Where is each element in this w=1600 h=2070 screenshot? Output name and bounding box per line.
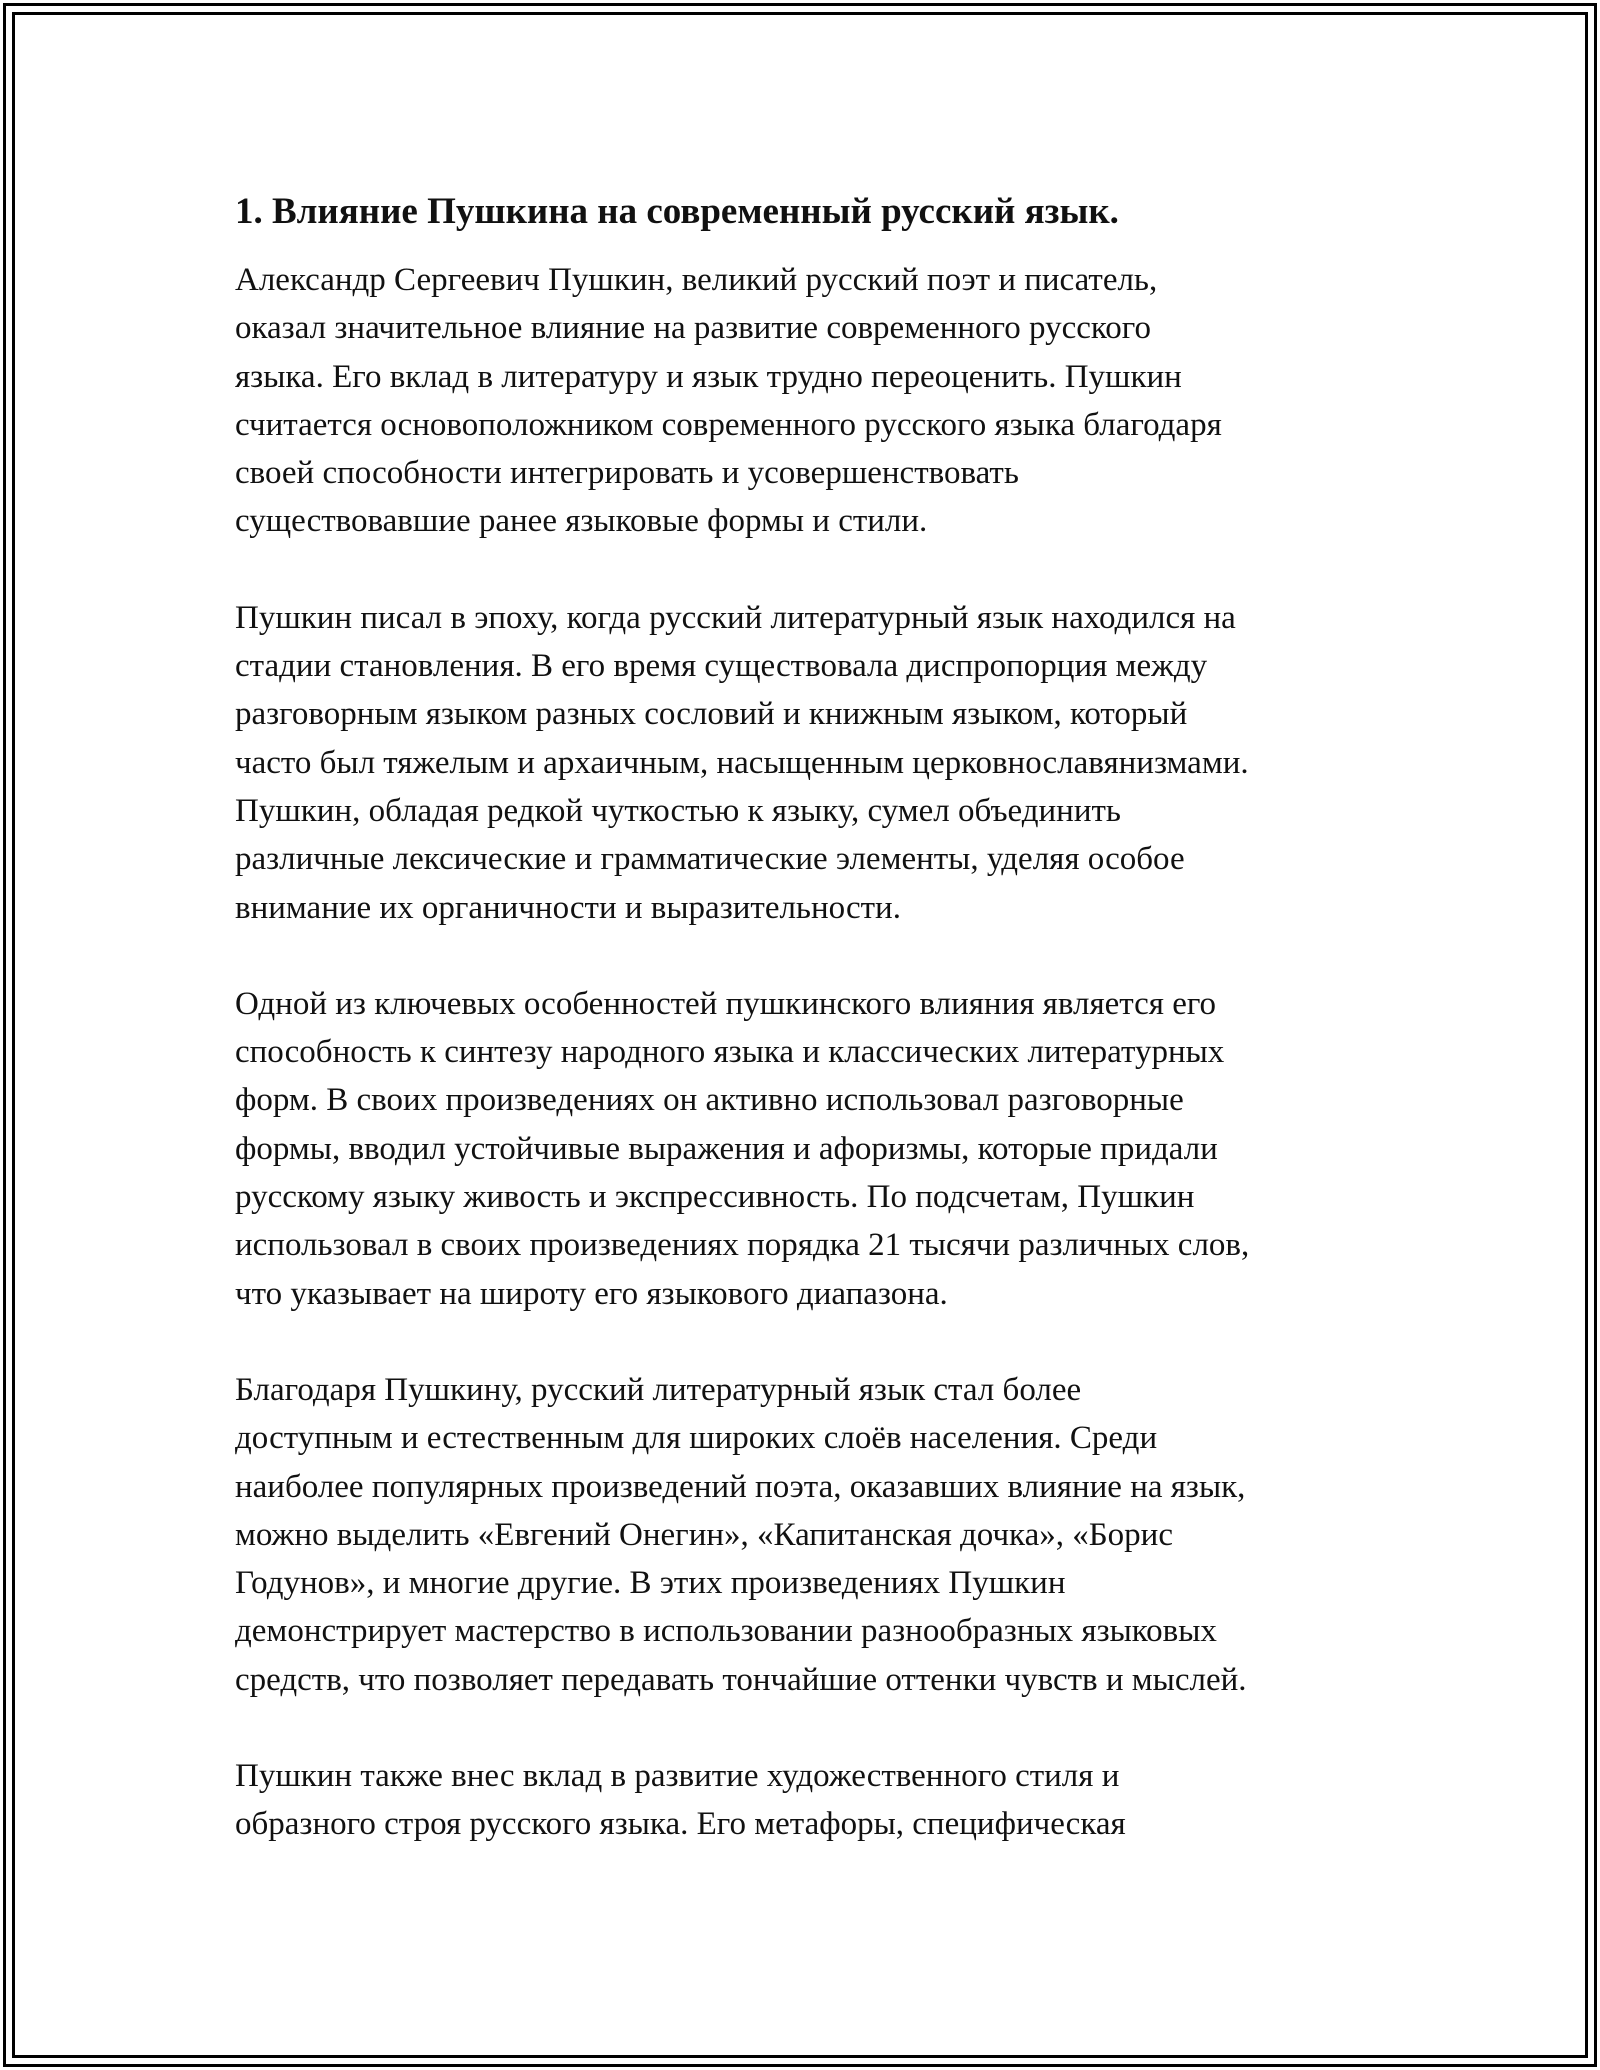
text-line: внимание их органичности и выразительности. bbox=[235, 889, 901, 926]
text-line: демонстрирует мастерство в использовании разнообразных языковых bbox=[235, 1613, 1217, 1650]
text-line: языка. Его вклад в литературу и язык трудно переоценить. Пушкин bbox=[235, 358, 1182, 395]
document-body bbox=[235, 188, 1395, 1897]
text-line: использовал в своих произведениях порядка 21 тысячи различных слов, bbox=[235, 1227, 1250, 1264]
text-line: можно выделить «Евгений Онегин», «Капитанская дочка», «Борис bbox=[235, 1516, 1173, 1553]
text-line: Пушкин писал в эпоху, когда русский литературный язык находился на bbox=[235, 599, 1236, 636]
text-line: часто был тяжелым и архаичным, насыщенным церковнославянизмами. bbox=[235, 744, 1249, 781]
text-line: образного строя русского языка. Его метафоры, специфическая bbox=[235, 1806, 1126, 1843]
text-line: своей способности интегрировать и усовершенствовать bbox=[235, 455, 1019, 492]
text-line: способность к синтезу народного языка и классических литературных bbox=[235, 1034, 1225, 1071]
text-line: Пушкин, обладая редкой чуткостью к языку, сумел объединить bbox=[235, 792, 1121, 829]
text-line: средств, что позволяет передавать тончайшие оттенки чувств и мыслей. bbox=[235, 1661, 1247, 1698]
text-line: русскому языку живость и экспрессивность. По подсчетам, Пушкин bbox=[235, 1179, 1195, 1216]
text-line: стадии становления. В его время существовала диспропорция между bbox=[235, 648, 1208, 685]
text-line: доступным и естественным для широких слоёв населения. Среди bbox=[235, 1420, 1158, 1457]
text-line: считается основоположником современного русского языка благодаря bbox=[235, 406, 1222, 443]
paragraph-5 bbox=[235, 1752, 1395, 1849]
section-heading: 1. Влияние Пушкина на современный русский язык. bbox=[235, 191, 1119, 232]
text-line: существовавшие ранее языковые формы и стили. bbox=[235, 503, 928, 540]
text-line: оказал значительное влияние на развитие современного русского bbox=[235, 310, 1151, 347]
text-line: формы, вводил устойчивые выражения и афоризмы, которые придали bbox=[235, 1130, 1218, 1167]
text-line: что указывает на широту его языкового диапазона. bbox=[235, 1275, 948, 1312]
text-line: форм. В своих произведениях он активно использовал разговорные bbox=[235, 1082, 1184, 1119]
paragraph-2 bbox=[235, 594, 1395, 932]
text-line: наиболее популярных произведений поэта, оказавших влияние на язык, bbox=[235, 1468, 1246, 1505]
paragraph-4 bbox=[235, 1366, 1395, 1704]
text-line: Александр Сергеевич Пушкин, великий русский поэт и писатель, bbox=[235, 262, 1158, 298]
text-line: Годунов», и многие другие. В этих произведениях Пушкин bbox=[235, 1565, 1066, 1602]
paragraph-1 bbox=[235, 256, 1395, 546]
text-line: различные лексические и грамматические элементы, уделяя особое bbox=[235, 841, 1185, 878]
text-line: Пушкин также внес вклад в развитие художественного стиля и bbox=[235, 1758, 1120, 1795]
paragraph-3 bbox=[235, 980, 1395, 1318]
text-line: Одной из ключевых особенностей пушкинского влияния является его bbox=[235, 985, 1217, 1022]
text-line: Благодаря Пушкину, русский литературный язык стал более bbox=[235, 1371, 1082, 1408]
text-line: разговорным языком разных сословий и книжным языком, который bbox=[235, 696, 1188, 733]
